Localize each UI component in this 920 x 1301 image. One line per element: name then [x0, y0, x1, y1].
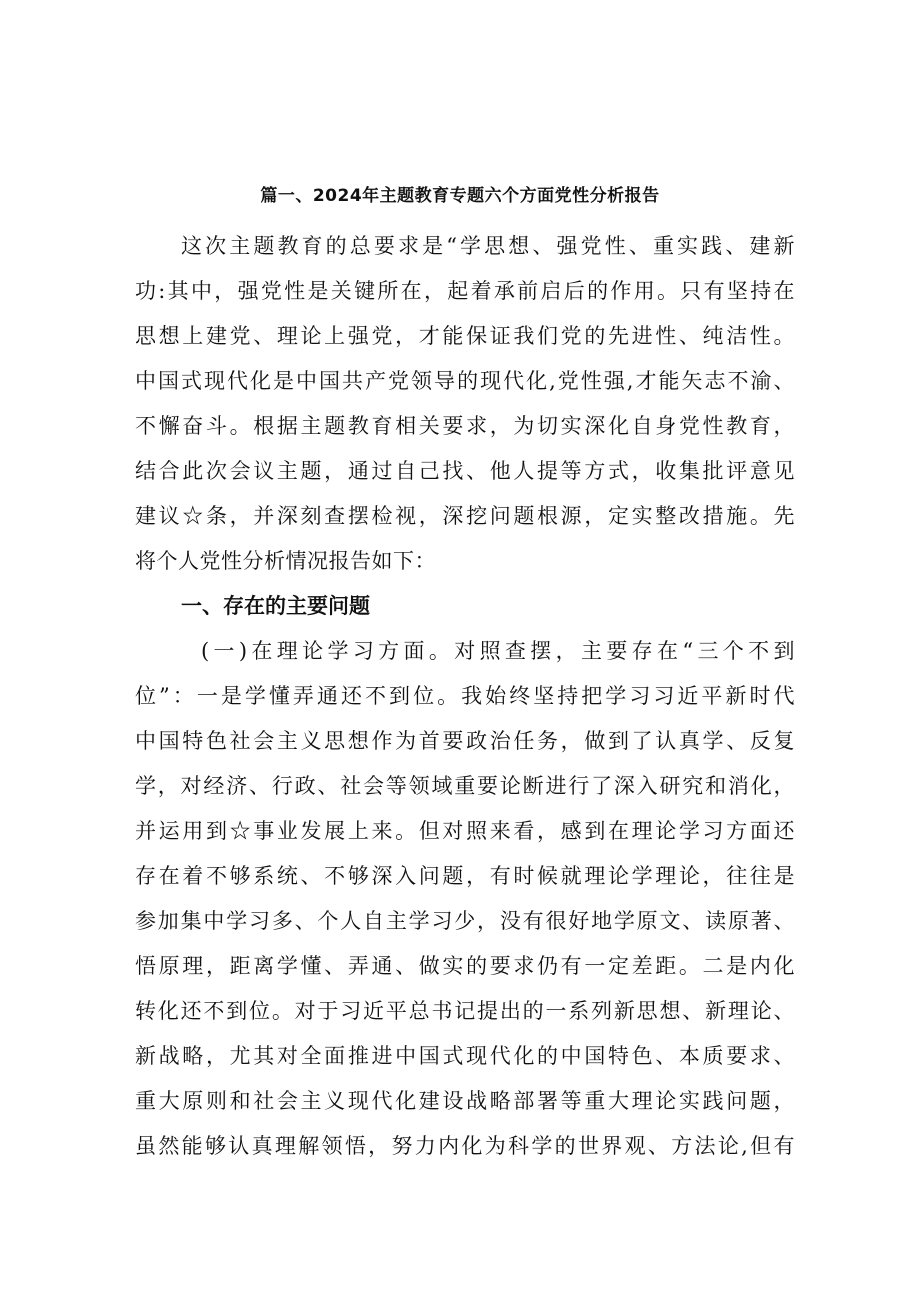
intro-paragraph-line: 建议☆条，并深刻查摆检视，深挖问题根源，定实整改措施。先 — [135, 504, 795, 528]
section-paragraph-line: 位”：一是学懂弄通还不到位。我始终坚持把学习习近平新时代 — [135, 684, 795, 708]
intro-paragraph-line: 这次主题教育的总要求是“学思想、强党性、重实践、建新 — [181, 234, 795, 258]
section-paragraph-line: 虽然能够认真理解领悟，努力内化为科学的世界观、方法论,但有 — [135, 1134, 795, 1158]
section-heading: 一、存在的主要问题 — [181, 594, 370, 618]
section-paragraph-line: (一)在理论学习方面。对照查摆，主要存在“三个不到 — [201, 639, 795, 663]
section-paragraph-line: 转化还不到位。对于习近平总书记提出的一系列新思想、新理论、 — [135, 999, 795, 1023]
section-paragraph-line: 并运用到☆事业发展上来。但对照来看，感到在理论学习方面还 — [135, 819, 795, 843]
document-title: 篇一、2024年主题教育专题六个方面党性分析报告 — [260, 186, 660, 206]
section-paragraph-line: 学，对经济、行政、社会等领域重要论断进行了深入研究和消化， — [135, 774, 795, 798]
section-paragraph-line: 新战略，尤其对全面推进中国式现代化的中国特色、本质要求、 — [135, 1044, 795, 1068]
section-paragraph-line: 重大原则和社会主义现代化建设战略部署等重大理论实践问题， — [135, 1089, 795, 1113]
intro-paragraph-line: 思想上建党、理论上强党，才能保证我们党的先进性、纯洁性。 — [135, 324, 795, 348]
intro-paragraph-line: 中国式现代化是中国共产党领导的现代化,党性强,才能矢志不渝、 — [135, 369, 795, 393]
section-paragraph-line: 存在着不够系统、不够深入问题，有时候就理论学理论，往往是 — [135, 864, 795, 888]
intro-paragraph-line: 结合此次会议主题，通过自己找、他人提等方式，收集批评意见 — [135, 459, 795, 483]
section-paragraph-line: 参加集中学习多、个人自主学习少，没有很好地学原文、读原著、 — [135, 909, 795, 933]
intro-paragraph-line: 功:其中，强党性是关键所在，起着承前启后的作用。只有坚持在 — [135, 279, 795, 303]
intro-paragraph-line: 将个人党性分析情况报告如下： — [135, 549, 436, 573]
section-paragraph-line: 中国特色社会主义思想作为首要政治任务，做到了认真学、反复 — [135, 729, 795, 753]
intro-paragraph-line: 不懈奋斗。根据主题教育相关要求，为切实深化自身党性教育， — [135, 414, 795, 438]
document-body — [135, 224, 795, 1169]
section-paragraph-line: 悟原理，距离学懂、弄通、做实的要求仍有一定差距。二是内化 — [135, 954, 795, 978]
